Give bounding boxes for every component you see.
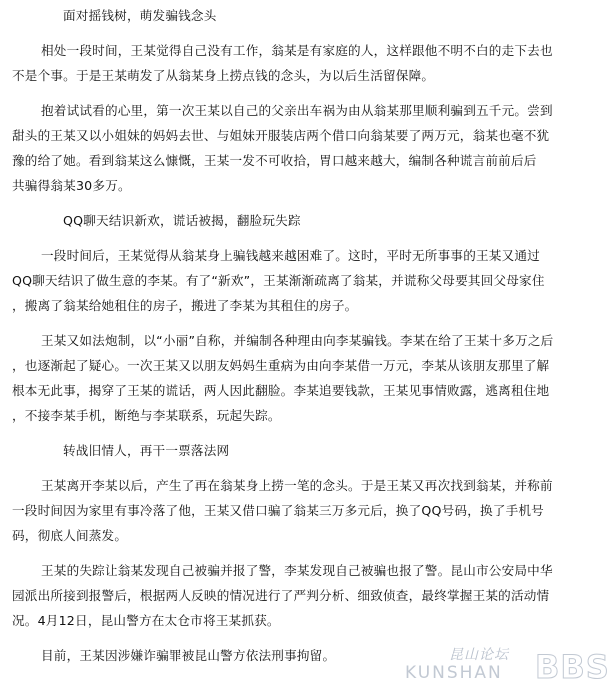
section-heading: QQ聊天结识新欢，谎话被揭，翻脸玩失踪 [63, 213, 301, 228]
paragraph-line: 一段时间因为家里有事冷落了他，王某又借口骗了翁某三万多元后，换了QQ号码，换了手机号 [12, 503, 544, 518]
paragraph-line: 一段时间后，王某觉得从翁某身上骗钱越来越困难了。这时，平时无所事事的王某又通过 [41, 248, 540, 263]
paragraph-line: 况。4月12日，昆山警方在太仓市将王某抓获。 [12, 613, 280, 628]
paragraph-line: 甜头的王某又以小姐妹的妈妈去世、与姐妹开服装店两个借口向翁某要了两万元，翁某也毫不犹 [12, 128, 550, 143]
paragraph-line: 王某又如法炮制，以“小丽”自称，并编制各种理由向李某骗钱。李某在给了王某十多万之后 [41, 333, 554, 348]
paragraph-line: 根本无此事，揭穿了王某的谎话，两人因此翻脸。李某追要钱款，王某见事情败露，逃离租住地 [12, 383, 550, 398]
paragraph-line: 共骗得翁某30多万。 [12, 178, 131, 193]
paragraph-line: 相处一段时间，王某觉得自己没有工作，翁某是有家庭的人，这样跟他不明不白的走下去也 [41, 43, 553, 58]
paragraph-line: ，不接李某手机，断绝与李某联系，玩起失踪。 [12, 408, 281, 423]
paragraph-line: ，也逐渐起了疑心。一次王某又以朋友妈妈生重病为由向李某借一万元，李某从该朋友那里了解 [12, 358, 550, 373]
paragraph-line: 王某离开李某以后，产生了再在翁某身上捞一笔的念头。于是王某又再次找到翁某，并称前 [41, 478, 553, 493]
paragraph-line: 目前，王某因涉嫌诈骗罪被昆山警方依法刑事拘留。 [41, 648, 336, 663]
paragraph-line: 王某的失踪让翁某发现自己被骗并报了警，李某发现自己被骗也报了警。昆山市公安局中华 [41, 563, 553, 578]
paragraph-line: QQ聊天结识了做生意的李某。有了“新欢”，王某渐渐疏离了翁某，并谎称父母要其回父母家住 [12, 273, 545, 288]
paragraph-line: 码，彻底人间蒸发。 [12, 528, 128, 543]
watermark-cn-text: 昆山论坛 [449, 647, 509, 663]
section-heading: 转战旧情人，再干一票落法网 [63, 443, 230, 458]
paragraph-line: 豫的给了她。看到翁某这么慷慨，王某一发不可收拾，胃口越来越大，编制各种谎言前前后后 [12, 153, 537, 168]
section-heading: 面对摇钱树，萌发骗钱念头 [63, 8, 217, 23]
watermark-en-text: KUNSHAN [405, 663, 503, 683]
paragraph-line: ，搬离了翁某给她租住的房子，搬进了李某为其租住的房子。 [12, 298, 358, 313]
watermark-bbs-text: BBS [535, 648, 610, 686]
paragraph-line: 不是个事。于是王某萌发了从翁某身上捞点钱的念头，为以后生活留保障。 [12, 68, 435, 83]
paragraph-line: 园派出所接到报警后，根据两人反映的情况进行了严判分析、细致侦查，最终掌握王某的活动情 [12, 588, 550, 603]
paragraph-line: 抱着试试看的心里，第一次王某以自己的父亲出车祸为由从翁某那里顺利骗到五千元。尝到 [41, 103, 553, 118]
